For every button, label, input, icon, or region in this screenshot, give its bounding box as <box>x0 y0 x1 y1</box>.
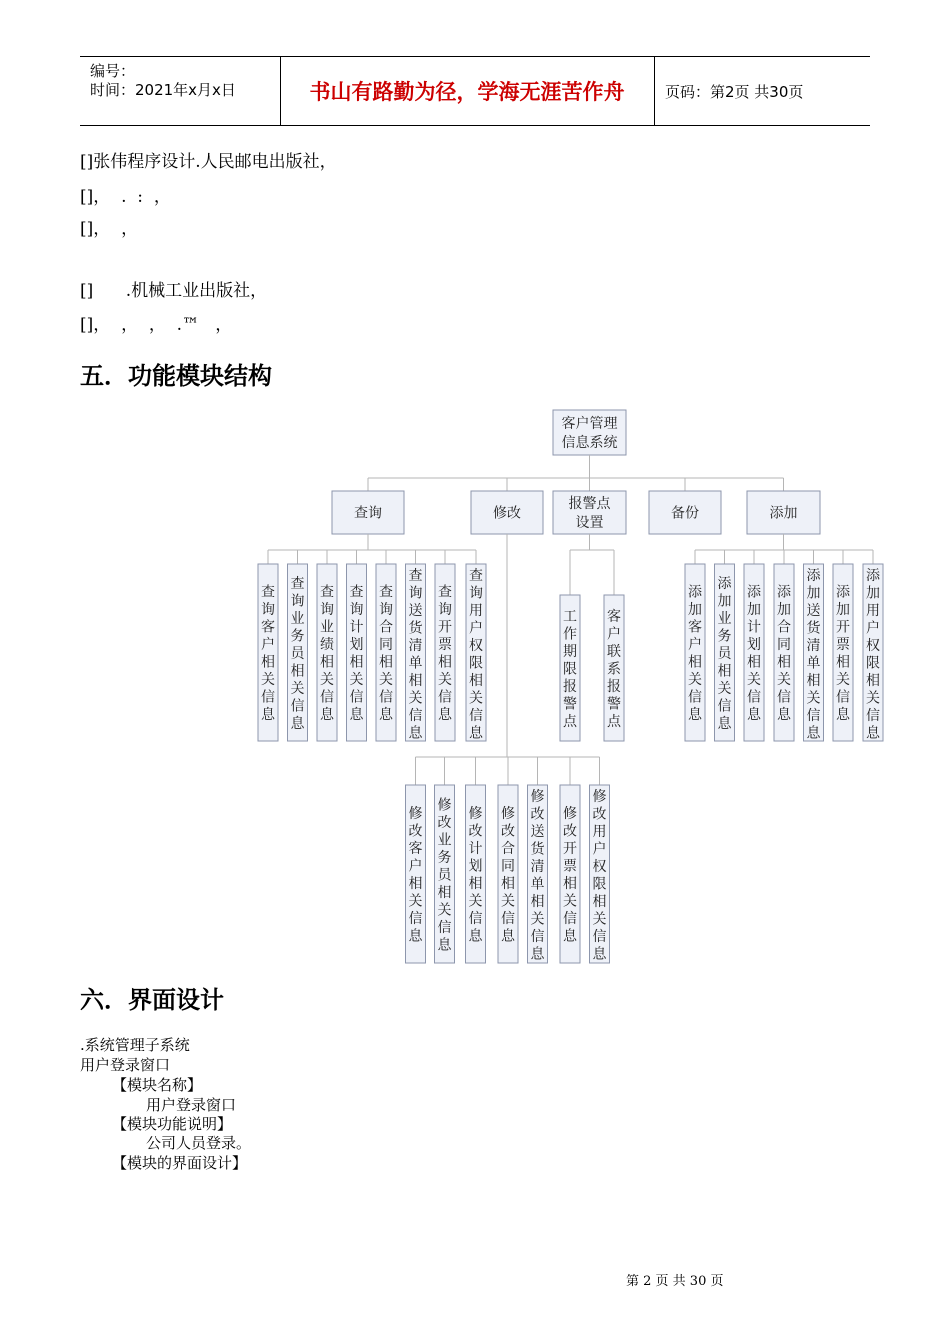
leaf-module-box <box>560 785 580 963</box>
module-function-value: 公司人员登录。 <box>146 1134 252 1152</box>
leaf-module-box <box>466 564 486 742</box>
reference-line: []， ， <box>80 219 139 239</box>
leaf-module-label: 查询业务员相关信息 <box>290 575 305 732</box>
level1-module-label: 添加 <box>769 505 798 522</box>
time-label: 时间：2021年x月x日 <box>90 81 236 99</box>
leaf-module-label: 修改送货清单相关信息 <box>530 789 545 963</box>
leaf-module-label: 添加送货清单相关信息 <box>806 568 821 742</box>
leaf-module-label: 添加计划相关信息 <box>747 584 761 723</box>
leaf-module-label: 客户联系报警点 <box>607 608 621 730</box>
leaf-module-label: 添加合同相关信息 <box>777 584 791 723</box>
level1-module-box <box>649 491 721 534</box>
leaf-module-box <box>685 564 705 741</box>
header-page-info: 页码：第2页 共30页 <box>665 82 804 101</box>
level1-module-box <box>332 491 404 534</box>
leaf-module-box <box>528 785 548 963</box>
level1-module-box <box>471 491 543 534</box>
leaf-module-box <box>804 564 824 742</box>
header-motto: 书山有路勤为径，学海无涯苦作舟 <box>280 57 655 125</box>
leaf-module-box <box>498 785 518 963</box>
root-module-label: 信息系统 <box>561 435 618 451</box>
level1-module-label: 修改 <box>493 505 521 522</box>
module-function-label: 【模块功能说明】 <box>112 1115 233 1133</box>
module-name-label: 【模块名称】 <box>112 1076 203 1094</box>
leaf-module-box <box>604 595 624 741</box>
leaf-module-box <box>406 564 426 742</box>
root-module-label: 客户管理 <box>561 416 618 432</box>
leaf-module-box <box>258 564 278 741</box>
leaf-module-label: 修改业务员相关信息 <box>437 797 452 954</box>
leaf-module-box <box>435 564 455 741</box>
section-six-title: 六．界面设计 <box>80 986 224 1014</box>
leaf-module-label: 修改计划相关信息 <box>468 806 483 945</box>
leaf-module-label: 添加用户权限相关信息 <box>866 568 880 742</box>
level1-module-label: 查询 <box>354 505 382 522</box>
module-ui-label: 【模块的界面设计】 <box>112 1154 248 1172</box>
module-name-value: 用户登录窗口 <box>146 1096 237 1114</box>
leaf-module-box <box>435 785 455 963</box>
subsystem-line: .系统管理子系统 <box>80 1036 190 1054</box>
leaf-module-label: 查询送货清单相关信息 <box>408 568 423 742</box>
page-footer: 第 2 页 共 30 页 <box>626 1274 724 1289</box>
leaf-module-box <box>347 564 367 741</box>
leaf-module-box <box>406 785 426 963</box>
leaf-module-label: 修改开票相关信息 <box>563 806 577 945</box>
leaf-module-label: 查询业绩相关信息 <box>320 584 334 723</box>
level1-module-label: 报警点 <box>568 496 611 512</box>
leaf-module-box <box>466 785 486 963</box>
leaf-module-box <box>376 564 396 741</box>
reference-line: []， ， ， .™ ， <box>80 315 233 335</box>
leaf-module-box <box>317 564 337 741</box>
leaf-module-label: 查询开票相关信息 <box>438 584 452 723</box>
number-label: 编号： <box>90 62 136 80</box>
leaf-module-label: 查询计划相关信息 <box>349 584 364 723</box>
leaf-module-box <box>863 564 883 742</box>
leaf-module-box <box>774 564 794 741</box>
reference-line: []张伟程序设计.人民邮电出版社， <box>80 152 337 172</box>
leaf-module-label: 修改用户权限相关信息 <box>592 789 607 963</box>
leaf-module-label: 添加客户相关信息 <box>688 584 702 723</box>
window-line: 用户登录窗口 <box>80 1056 171 1074</box>
reference-line: [] .机械工业出版社， <box>80 281 268 301</box>
leaf-module-label: 添加业务员相关信息 <box>717 575 732 732</box>
leaf-module-box <box>744 564 764 741</box>
leaf-module-label: 查询用户权限相关信息 <box>469 568 483 742</box>
leaf-module-box <box>560 595 580 741</box>
level1-module-box <box>553 491 626 534</box>
leaf-module-label: 修改客户相关信息 <box>408 806 423 945</box>
section-five-title: 五．功能模块结构 <box>80 362 272 390</box>
leaf-module-label: 修改合同相关信息 <box>501 806 515 945</box>
leaf-module-box <box>833 564 853 741</box>
leaf-module-label: 查询合同相关信息 <box>379 584 393 723</box>
level1-module-label: 设置 <box>575 515 604 531</box>
level1-module-box <box>747 491 820 534</box>
leaf-module-box <box>590 785 610 963</box>
level1-module-label: 备份 <box>671 505 699 522</box>
leaf-module-box <box>288 564 308 741</box>
leaf-module-label: 工作期限报警点 <box>563 608 577 730</box>
leaf-module-label: 添加开票相关信息 <box>836 584 850 723</box>
leaf-module-label: 查询客户相关信息 <box>261 584 275 723</box>
reference-line: []， . : ， <box>80 187 171 207</box>
root-module-box <box>553 410 626 455</box>
leaf-module-box <box>715 564 735 741</box>
